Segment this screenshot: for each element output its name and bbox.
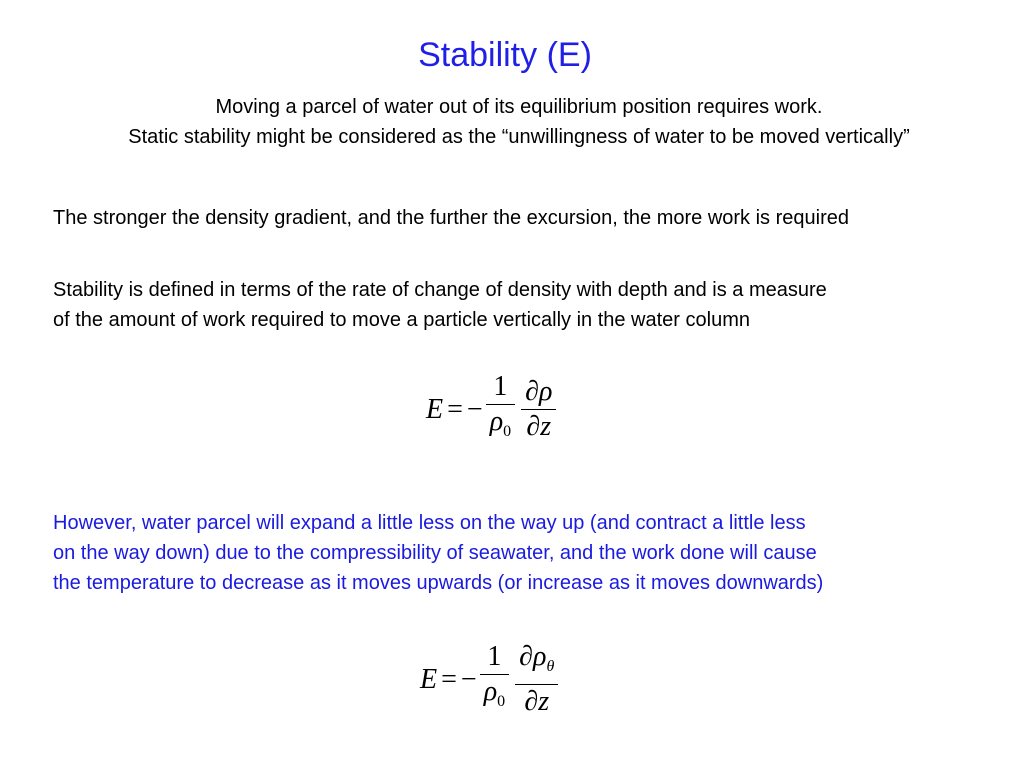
equation-lhs: E xyxy=(426,393,444,425)
compressibility-paragraph xyxy=(53,508,1013,598)
equals-sign: = xyxy=(447,393,463,425)
fraction-denominator xyxy=(480,677,509,717)
fraction-bar xyxy=(480,674,509,675)
fraction-bar xyxy=(515,684,558,685)
compressibility-line-2: on the way down) due to the compressibility of seawater, and the work done will cause xyxy=(53,542,817,564)
partial-symbol: ∂ xyxy=(525,376,539,407)
reciprocal-density-fraction xyxy=(480,642,509,717)
equals-sign: = xyxy=(441,663,457,695)
theta-subscript: θ xyxy=(546,658,555,675)
stability-definition-paragraph xyxy=(53,275,1013,335)
density-gradient-paragraph: The stronger the density gradient, and the further the excursion, the more work is required xyxy=(53,207,849,229)
definition-line-2: of the amount of work required to move a particle vertically in the water column xyxy=(53,309,750,331)
derivative-numerator xyxy=(521,377,556,407)
derivative-numerator xyxy=(515,642,558,682)
z-variable: z xyxy=(540,411,552,442)
partial-symbol: ∂ xyxy=(519,641,533,672)
fraction-numerator: 1 xyxy=(487,641,502,672)
rho-symbol: ρ xyxy=(533,641,547,672)
partial-symbol: ∂ xyxy=(526,411,541,442)
partial-symbol: ∂ xyxy=(524,686,539,717)
potential-density-stability-equation xyxy=(420,642,561,717)
rho-symbol: ρ xyxy=(483,676,498,707)
definition-line-1: Stability is defined in terms of the rate of change of density with depth and is a measure xyxy=(53,279,827,301)
fraction-bar xyxy=(521,409,556,410)
slide-title: Stability (E) xyxy=(418,36,592,74)
rho-subscript: 0 xyxy=(503,423,512,440)
compressibility-line-3: the temperature to decrease as it moves upwards (or increase as it moves downwards) xyxy=(53,572,824,594)
compressibility-line-1: However, water parcel will expand a little less on the way up (and contract a little less xyxy=(53,512,806,534)
reciprocal-density-fraction xyxy=(486,372,515,447)
rho-symbol: ρ xyxy=(539,376,553,407)
fraction-denominator xyxy=(486,407,515,447)
intro-line-1: Moving a parcel of water out of its equilibrium position requires work. xyxy=(215,96,823,118)
intro-text xyxy=(0,92,1024,152)
rho-symbol: ρ xyxy=(489,406,504,437)
minus-sign: − xyxy=(466,393,483,425)
potential-density-derivative-fraction xyxy=(515,642,558,717)
rho-subscript: 0 xyxy=(497,693,506,710)
equation-lhs: E xyxy=(420,663,438,695)
derivative-denominator xyxy=(522,412,555,442)
stability-equation xyxy=(426,372,559,447)
fraction-bar xyxy=(486,404,515,405)
z-variable: z xyxy=(538,686,550,717)
minus-sign: − xyxy=(460,663,477,695)
fraction-numerator: 1 xyxy=(493,371,508,402)
intro-line-2: Static stability might be considered as the “unwillingness of water to be moved vertically” xyxy=(128,126,910,148)
derivative-denominator xyxy=(520,687,553,717)
density-derivative-fraction xyxy=(521,377,556,442)
